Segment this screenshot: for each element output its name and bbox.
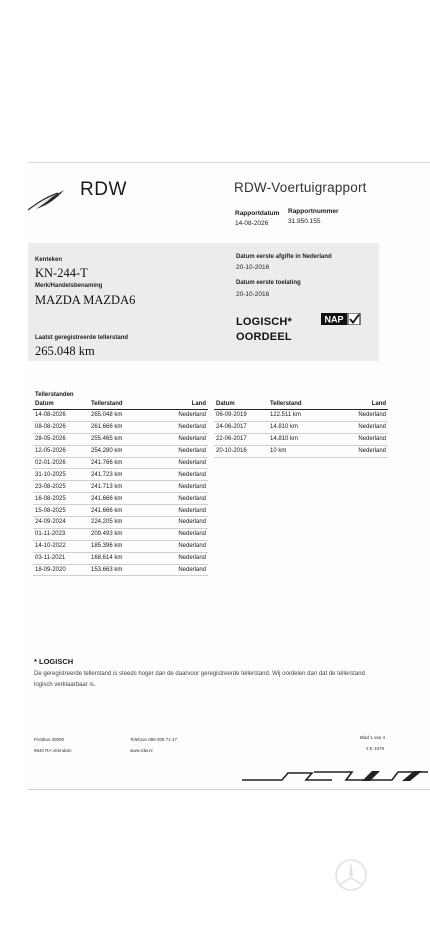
- cell-datum: 24-06-2017: [214, 421, 268, 433]
- table-row: [33, 528, 208, 540]
- laatst-label: Laatst geregistreerde tellerstand: [35, 335, 129, 341]
- cell-datum: 06-09-2019: [214, 410, 268, 422]
- cell-land: Nederland: [163, 445, 208, 457]
- afgifte-value: 20-10-2016: [236, 264, 270, 271]
- footer-telefoon: Telefoon 088 008 74 47: [130, 737, 178, 742]
- cell-land: Nederland: [163, 540, 208, 552]
- rdw-logo-icon: [28, 187, 66, 213]
- logo-text: RDW: [80, 179, 127, 200]
- kenteken-label: Kenteken: [35, 257, 63, 263]
- cell-datum: 22-06-2017: [214, 433, 268, 445]
- watermark-star-icon: [334, 858, 368, 892]
- footer-postbus: Postbus 30000: [34, 737, 65, 742]
- cell-datum: 01-11-2023: [33, 528, 89, 540]
- report-title: RDW-Voertuigrapport: [234, 180, 367, 195]
- col-datum: Datum: [33, 400, 89, 410]
- cell-datum: 23-08-2025: [33, 481, 89, 493]
- footer-blad: Blad 1 van 4: [360, 735, 386, 740]
- toelating-label: Datum eerste toelating: [236, 280, 301, 286]
- cell-tellerstand: 224.205 km: [89, 517, 163, 529]
- col-tellerstand: Tellerstand: [268, 400, 342, 410]
- nap-logo-icon: [321, 313, 361, 325]
- cell-datum: 15-08-2025: [33, 505, 89, 517]
- table-row: [214, 433, 388, 445]
- table-row: [214, 421, 388, 433]
- cell-land: Nederland: [163, 552, 208, 564]
- cell-datum: 28-05-2026: [33, 433, 89, 445]
- table-row: [214, 410, 388, 422]
- table-row: [33, 421, 208, 433]
- col-tellerstand: Tellerstand: [89, 400, 163, 410]
- kenteken-value: KN-244-T: [35, 266, 88, 280]
- table-row: [33, 457, 208, 469]
- footnote-title: * LOGISCH: [34, 657, 74, 666]
- report-sheet: [28, 162, 430, 790]
- table-row: [33, 433, 208, 445]
- cell-land: Nederland: [163, 457, 208, 469]
- cell-tellerstand: 254.280 km: [89, 445, 163, 457]
- rapportnummer-label: Rapportnummer: [288, 208, 339, 215]
- cell-land: Nederland: [342, 421, 388, 433]
- table-row: [33, 564, 208, 576]
- nap-text: NAP: [324, 314, 344, 325]
- cell-tellerstand: 265.048 km: [89, 410, 163, 422]
- cell-land: Nederland: [163, 410, 208, 422]
- cell-tellerstand: 241.766 km: [89, 457, 163, 469]
- cell-land: Nederland: [163, 469, 208, 481]
- table-row: [33, 445, 208, 457]
- cell-land: Nederland: [163, 493, 208, 505]
- oordeel-label: OORDEEL: [236, 331, 292, 343]
- cell-datum: 14-08-2026: [33, 410, 89, 422]
- cell-datum: 03-11-2021: [33, 552, 89, 564]
- merk-value: MAZDA MAZDA6: [35, 293, 136, 307]
- cell-land: Nederland: [342, 445, 388, 457]
- footer-website: www.rdw.nl: [130, 748, 153, 753]
- cell-tellerstand: 209.493 km: [89, 528, 163, 540]
- cell-tellerstand: 153.663 km: [89, 564, 163, 576]
- cell-land: Nederland: [163, 564, 208, 576]
- cell-tellerstand: 14.810 km: [268, 433, 342, 445]
- table-row: [33, 410, 208, 422]
- tellerstanden-table-right: [214, 400, 388, 458]
- footnote-text: De geregistreerde tellerstand is steeds hoger dan de daarvoor geregistreerde tellerstand. Wij oordelen dan dat de tellerstand logisch verklaarbaar is.: [34, 671, 365, 688]
- table-row: [33, 517, 208, 529]
- cell-datum: 16-08-2025: [33, 493, 89, 505]
- cell-tellerstand: 241.723 km: [89, 469, 163, 481]
- cell-tellerstand: 10 km: [268, 445, 342, 457]
- footer-code: 3 E 1679: [366, 746, 385, 751]
- table-row: [33, 493, 208, 505]
- cell-land: Nederland: [163, 528, 208, 540]
- cell-datum: 18-09-2020: [33, 564, 89, 576]
- col-land: Land: [163, 400, 208, 410]
- cell-tellerstand: 261.666 km: [89, 421, 163, 433]
- cell-land: Nederland: [163, 517, 208, 529]
- toelating-value: 20-10-2016: [236, 291, 270, 298]
- cell-land: Nederland: [163, 505, 208, 517]
- tellerstanden-title: Tellerstanden: [35, 392, 74, 398]
- cell-tellerstand: 122.511 km: [268, 410, 342, 422]
- cell-datum: 02-01-2026: [33, 457, 89, 469]
- cell-tellerstand: 168.614 km: [89, 552, 163, 564]
- table-row: [33, 505, 208, 517]
- cell-datum: 08-08-2026: [33, 421, 89, 433]
- cell-datum: 24-09-2024: [33, 517, 89, 529]
- cell-tellerstand: 241.713 km: [89, 481, 163, 493]
- table-row: [33, 540, 208, 552]
- table-row: [33, 481, 208, 493]
- cell-land: Nederland: [342, 410, 388, 422]
- cell-datum: 12-05-2026: [33, 445, 89, 457]
- tellerstanden-table-left: [33, 400, 208, 576]
- cell-datum: 31-10-2025: [33, 469, 89, 481]
- merk-label: Merk/Handelsbenaming: [35, 283, 103, 289]
- cell-tellerstand: 255.465 km: [89, 433, 163, 445]
- laatst-value: 265.048 km: [35, 344, 95, 358]
- cell-land: Nederland: [342, 433, 388, 445]
- cell-tellerstand: 241.666 km: [89, 493, 163, 505]
- cell-tellerstand: 185.396 km: [89, 540, 163, 552]
- cell-land: Nederland: [163, 421, 208, 433]
- cell-land: Nederland: [163, 481, 208, 493]
- rapportdatum-label: Rapportdatum: [235, 210, 280, 217]
- oordeel-logisch: LOGISCH*: [236, 316, 292, 328]
- footer-wave-icon: [242, 769, 428, 783]
- rapportnummer-value: 31.950.155: [288, 218, 321, 225]
- table-row: [214, 445, 388, 457]
- cell-datum: 14-10-2022: [33, 540, 89, 552]
- table-row: [33, 552, 208, 564]
- cell-tellerstand: 14.810 km: [268, 421, 342, 433]
- cell-tellerstand: 241.666 km: [89, 505, 163, 517]
- table-row: [33, 469, 208, 481]
- cell-land: Nederland: [163, 433, 208, 445]
- footer-plaats: 9640 RA Veendam: [34, 748, 72, 753]
- col-datum: Datum: [214, 400, 268, 410]
- cell-datum: 20-10-2016: [214, 445, 268, 457]
- col-land: Land: [342, 400, 388, 410]
- rapportdatum-value: 14-08-2026: [235, 220, 269, 227]
- afgifte-label: Datum eerste afgifte in Nederland: [236, 254, 332, 260]
